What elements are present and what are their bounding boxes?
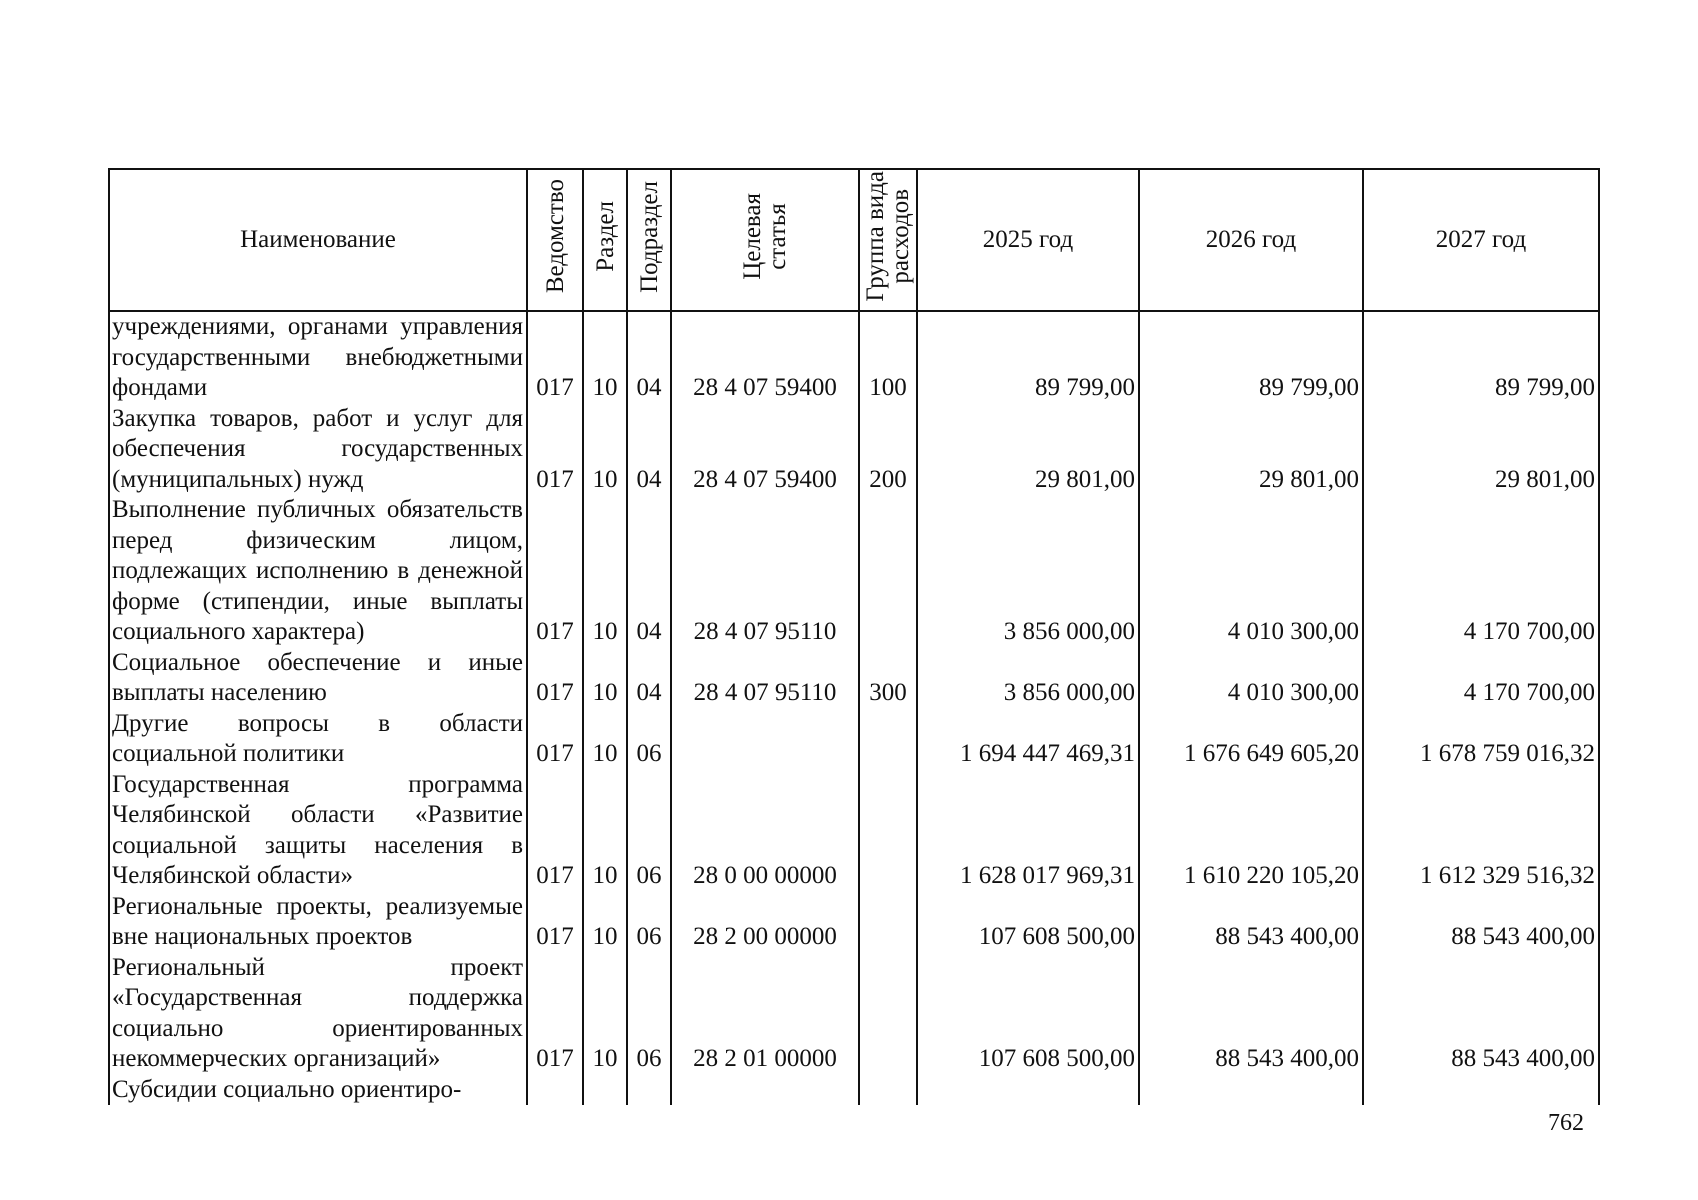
cell-2025: 89 799,00 [917, 311, 1139, 404]
table-row [109, 892, 1599, 953]
table-header-row [109, 169, 1599, 311]
cell-2025: 3 856 000,00 [917, 648, 1139, 709]
cell-expense-group [859, 953, 917, 1075]
header-target-article: Целевая статья [671, 169, 859, 311]
cell-2027 [1363, 1075, 1599, 1106]
cell-section: 10 [583, 311, 627, 404]
cell-subsection [627, 1075, 671, 1106]
table-row [109, 953, 1599, 1075]
cell-2027: 1 678 759 016,32 [1363, 709, 1599, 770]
cell-section: 10 [583, 404, 627, 496]
cell-name: Закупка товаров, работ и услуг для обеспечения государственных (муниципальных) нужд [109, 404, 527, 496]
cell-department [527, 1075, 583, 1106]
header-year-2026: 2026 год [1139, 169, 1363, 311]
cell-department: 017 [527, 892, 583, 953]
cell-name: учреждениями, органами управления государственными внебюджетными фондами [109, 311, 527, 404]
cell-2025: 107 608 500,00 [917, 892, 1139, 953]
cell-2025: 3 856 000,00 [917, 495, 1139, 648]
cell-department: 017 [527, 770, 583, 892]
cell-name: Другие вопросы в области социальной политики [109, 709, 527, 770]
page-number: 762 [1548, 1110, 1584, 1136]
cell-name: Региональные проекты, реализуемые вне национальных проектов [109, 892, 527, 953]
cell-2026: 1 610 220 105,20 [1139, 770, 1363, 892]
cell-department: 017 [527, 648, 583, 709]
cell-name: Социальное обеспечение и иные выплаты населению [109, 648, 527, 709]
cell-subsection: 04 [627, 648, 671, 709]
cell-subsection: 06 [627, 770, 671, 892]
cell-target-article [671, 709, 859, 770]
cell-subsection: 04 [627, 311, 671, 404]
cell-2027: 4 170 700,00 [1363, 495, 1599, 648]
cell-2027: 1 612 329 516,32 [1363, 770, 1599, 892]
cell-subsection: 04 [627, 495, 671, 648]
cell-target-article: 28 4 07 95110 [671, 495, 859, 648]
cell-name: Выполнение публичных обязательств перед физическим лицом, подлежащих исполнению в денежной форме (стипендии, иные выплаты социального характера) [109, 495, 527, 648]
cell-department: 017 [527, 709, 583, 770]
table-row [109, 404, 1599, 496]
cell-2025 [917, 1075, 1139, 1106]
budget-table [108, 168, 1600, 1105]
cell-expense-group: 100 [859, 311, 917, 404]
cell-2025: 1 694 447 469,31 [917, 709, 1139, 770]
header-year-2027: 2027 год [1363, 169, 1599, 311]
cell-department: 017 [527, 311, 583, 404]
cell-section [583, 1075, 627, 1106]
table-row [109, 709, 1599, 770]
header-name: Наименование [109, 169, 527, 311]
cell-section: 10 [583, 709, 627, 770]
cell-2027: 89 799,00 [1363, 311, 1599, 404]
cell-subsection: 06 [627, 892, 671, 953]
cell-2026: 4 010 300,00 [1139, 648, 1363, 709]
cell-2026: 29 801,00 [1139, 404, 1363, 496]
cell-subsection: 04 [627, 404, 671, 496]
table-row [109, 311, 1599, 404]
cell-expense-group [859, 770, 917, 892]
cell-department: 017 [527, 953, 583, 1075]
table-row [109, 495, 1599, 648]
cell-section: 10 [583, 770, 627, 892]
cell-target-article [671, 1075, 859, 1106]
table-body [109, 311, 1599, 1105]
cell-2025: 1 628 017 969,31 [917, 770, 1139, 892]
cell-section: 10 [583, 953, 627, 1075]
cell-expense-group [859, 1075, 917, 1106]
header-year-2025: 2025 год [917, 169, 1139, 311]
cell-target-article: 28 4 07 59400 [671, 311, 859, 404]
table-row [109, 648, 1599, 709]
cell-expense-group: 200 [859, 404, 917, 496]
cell-section: 10 [583, 648, 627, 709]
table-row [109, 770, 1599, 892]
cell-name: Государственная программа Челябинской области «Развитие социальной защиты населения в Челябинской области» [109, 770, 527, 892]
cell-name: Региональный проект «Государственная поддержка социально ориентированных некоммерческих организаций» [109, 953, 527, 1075]
cell-2026: 89 799,00 [1139, 311, 1363, 404]
cell-2026: 88 543 400,00 [1139, 892, 1363, 953]
cell-expense-group [859, 495, 917, 648]
cell-2027: 88 543 400,00 [1363, 953, 1599, 1075]
header-subsection: Подраздел [627, 169, 671, 311]
cell-target-article: 28 2 00 00000 [671, 892, 859, 953]
cell-2026 [1139, 1075, 1363, 1106]
cell-2027: 29 801,00 [1363, 404, 1599, 496]
cell-2027: 4 170 700,00 [1363, 648, 1599, 709]
cell-department: 017 [527, 495, 583, 648]
cell-subsection: 06 [627, 953, 671, 1075]
cell-department: 017 [527, 404, 583, 496]
cell-expense-group: 300 [859, 648, 917, 709]
header-expense-group: Группа вида расходов [859, 169, 917, 311]
header-section: Раздел [583, 169, 627, 311]
cell-target-article: 28 2 01 00000 [671, 953, 859, 1075]
cell-expense-group [859, 709, 917, 770]
cell-subsection: 06 [627, 709, 671, 770]
cell-2026: 1 676 649 605,20 [1139, 709, 1363, 770]
cell-2026: 88 543 400,00 [1139, 953, 1363, 1075]
cell-target-article: 28 0 00 00000 [671, 770, 859, 892]
cell-target-article: 28 4 07 95110 [671, 648, 859, 709]
cell-2025: 107 608 500,00 [917, 953, 1139, 1075]
cell-section: 10 [583, 892, 627, 953]
cell-2025: 29 801,00 [917, 404, 1139, 496]
cell-name: Субсидии социально ориентиро- [109, 1075, 527, 1106]
table-row [109, 1075, 1599, 1106]
cell-section: 10 [583, 495, 627, 648]
cell-2027: 88 543 400,00 [1363, 892, 1599, 953]
cell-expense-group [859, 892, 917, 953]
cell-2026: 4 010 300,00 [1139, 495, 1363, 648]
header-department: Ведомство [527, 169, 583, 311]
cell-target-article: 28 4 07 59400 [671, 404, 859, 496]
